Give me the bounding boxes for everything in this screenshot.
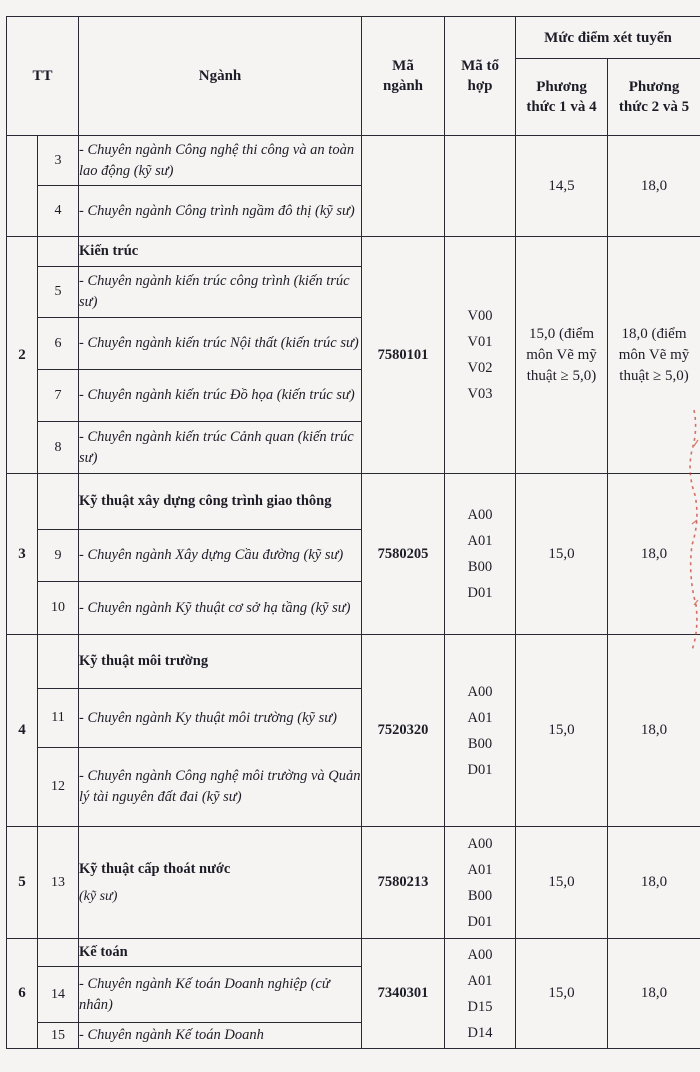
group-tt: 2 — [7, 237, 38, 474]
combo-list — [445, 635, 516, 827]
group-tt: 3 — [7, 474, 38, 635]
combo-item: D15 — [467, 998, 493, 1015]
major-label-text: - Chuyên ngành Kỹ thuật cơ sở hạ tầng (kỹ sư) — [79, 599, 351, 616]
header-tt: TT — [7, 17, 79, 136]
combo-item: V03 — [467, 386, 493, 402]
group-title: Kiến trúc — [79, 237, 362, 267]
major-label-text: - Chuyên ngành Công trình ngầm đô thị (kỹ sư) — [79, 202, 355, 219]
combo-item: B00 — [467, 887, 493, 904]
group-title: Kế toán — [79, 939, 362, 967]
combo-item: A01 — [467, 861, 493, 878]
header-method-b: Phương thức 2 và 5 — [608, 59, 700, 136]
major-label — [79, 267, 362, 318]
score-b: 18,0 — [608, 827, 700, 939]
combo-item: A00 — [467, 835, 493, 852]
group-title-row — [7, 635, 700, 689]
group-title: Kỹ thuật môi trường — [79, 635, 362, 689]
tt-cell — [7, 136, 38, 237]
major-label-text: - Chuyên ngành Ky thuật môi trường (kỹ sư) — [79, 709, 337, 726]
row-number: 5 — [38, 267, 79, 318]
combo-item: A00 — [467, 946, 493, 963]
combo-item: D01 — [467, 761, 493, 778]
row-number: 11 — [38, 689, 79, 748]
row-number-empty — [38, 939, 79, 967]
group-title-row — [7, 474, 700, 530]
major-code: 7520320 — [362, 635, 445, 827]
group-title-row — [7, 939, 700, 967]
combo-item: A00 — [467, 507, 493, 523]
score-b: 18,0 (điểm môn Vẽ mỹ thuật ≥ 5,0) — [608, 237, 700, 474]
combo-item: B00 — [467, 735, 493, 752]
code-cell — [362, 136, 445, 237]
combo-item: D14 — [467, 1024, 493, 1041]
admission-score-table — [6, 16, 700, 1049]
combo-list — [445, 237, 516, 474]
combo-item: V02 — [467, 360, 493, 376]
header-row — [7, 17, 700, 59]
row-number-empty — [38, 237, 79, 267]
major-code: 7580101 — [362, 237, 445, 474]
group-title: Kỹ thuật cấp thoát nước — [79, 860, 231, 877]
major-label-text: - Chuyên ngành kiến trúc Nội thất (kiến trúc sư) — [79, 335, 359, 351]
major-label — [79, 186, 362, 237]
score-a: 14,5 — [516, 136, 608, 237]
table-row — [7, 136, 700, 186]
header-method-a: Phương thức 1 và 4 — [516, 59, 608, 136]
major-label — [79, 1023, 362, 1049]
major-label — [79, 967, 362, 1023]
header-combo: Mã tổ hợp — [445, 17, 516, 136]
combo-item: A01 — [467, 533, 493, 549]
major-label — [79, 582, 362, 635]
score-b: 18,0 — [608, 136, 700, 237]
major-label-text: - Chuyên ngành Kế toán Doanh — [79, 1027, 264, 1043]
score-b: 18,0 — [608, 635, 700, 827]
group-tt: 5 — [7, 827, 38, 939]
major-label-text: - Chuyên ngành Xây dựng Cầu đường (kỹ sư) — [79, 547, 344, 563]
row-number: 8 — [38, 422, 79, 474]
major-code: 7580205 — [362, 474, 445, 635]
combo-cell — [445, 136, 516, 237]
group-title-row — [7, 827, 700, 939]
score-b: 18,0 — [608, 474, 700, 635]
row-number: 7 — [38, 370, 79, 422]
combo-item: D01 — [467, 913, 493, 930]
row-number: 14 — [38, 967, 79, 1023]
major-label-text: - Chuyên ngành kiến trúc Cảnh quan (kiến trúc sư) — [79, 428, 354, 466]
major-code: 7580213 — [362, 827, 445, 939]
combo-item: A00 — [467, 683, 493, 700]
major-label — [79, 689, 362, 748]
row-number: 10 — [38, 582, 79, 635]
score-a: 15,0 — [516, 635, 608, 827]
score-a: 15,0 (điểm môn Vẽ mỹ thuật ≥ 5,0) — [516, 237, 608, 474]
row-number-empty — [38, 474, 79, 530]
combo-item: V00 — [467, 308, 493, 324]
major-label — [79, 136, 362, 186]
row-number: 6 — [38, 318, 79, 370]
major-label — [79, 422, 362, 474]
group-title-cell — [79, 827, 362, 939]
score-a: 15,0 — [516, 474, 608, 635]
combo-item: B00 — [467, 559, 493, 575]
major-label-text: - Chuyên ngành Công nghệ môi trường và Quản lý tài nguyên đất đai (kỹ sư) — [79, 768, 361, 805]
row-number: 4 — [38, 186, 79, 237]
row-number: 12 — [38, 748, 79, 827]
combo-item: D01 — [467, 585, 493, 601]
major-label-text: - Chuyên ngành kiến trúc công trình (kiến trúc sư) — [79, 273, 350, 310]
combo-list — [445, 474, 516, 635]
major-label-text: - Chuyên ngành Công nghệ thi công và an toàn lao động (kỹ sư) — [79, 141, 355, 179]
major-label — [79, 748, 362, 827]
major-label — [79, 318, 362, 370]
score-a: 15,0 — [516, 939, 608, 1049]
group-note: (kỹ sư) — [79, 888, 118, 904]
major-label-text: - Chuyên ngành Kế toán Doanh nghiệp (cử nhân) — [79, 975, 330, 1013]
group-title: Kỹ thuật xây dựng công trình giao thông — [79, 474, 362, 530]
row-number: 3 — [38, 136, 79, 186]
major-code: 7340301 — [362, 939, 445, 1049]
group-title-row — [7, 237, 700, 267]
combo-item: A01 — [467, 972, 493, 989]
score-b: 18,0 — [608, 939, 700, 1049]
major-label — [79, 370, 362, 422]
score-a: 15,0 — [516, 827, 608, 939]
major-label — [79, 530, 362, 582]
combo-item: V01 — [467, 334, 493, 350]
row-number: 15 — [38, 1023, 79, 1049]
header-score-group: Mức điểm xét tuyển — [516, 17, 700, 59]
row-number: 13 — [38, 827, 79, 939]
row-number: 9 — [38, 530, 79, 582]
combo-list — [445, 939, 516, 1049]
row-number-empty — [38, 635, 79, 689]
header-major: Ngành — [79, 17, 362, 136]
group-tt: 6 — [7, 939, 38, 1049]
group-tt: 4 — [7, 635, 38, 827]
combo-item: A01 — [467, 709, 493, 726]
major-label-text: - Chuyên ngành kiến trúc Đồ họa (kiến trúc sư) — [79, 387, 355, 403]
header-code: Mã ngành — [362, 17, 445, 136]
combo-list — [445, 827, 516, 939]
